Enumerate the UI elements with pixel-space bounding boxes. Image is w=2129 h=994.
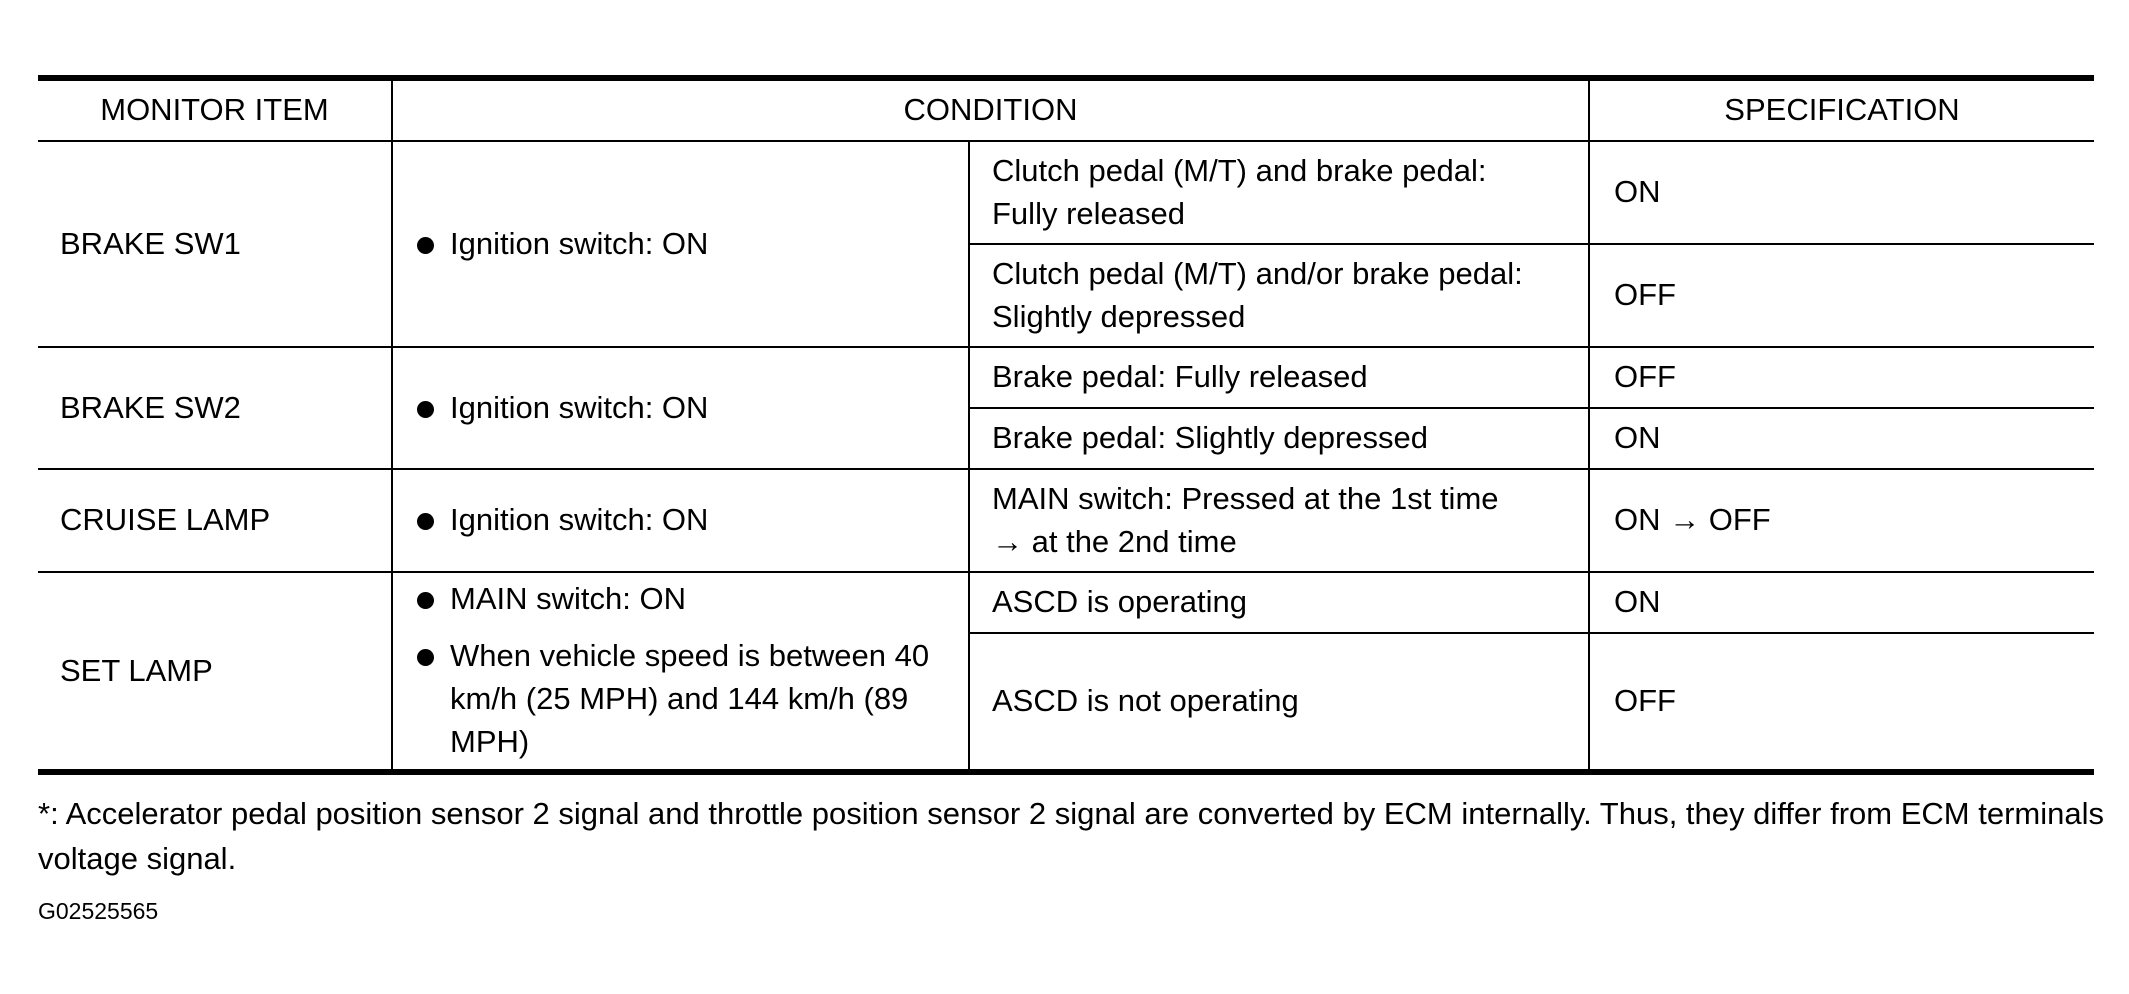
state-line: → at the 2nd time xyxy=(992,523,1237,559)
condition-cell xyxy=(392,469,969,572)
condition-item: Ignition switch: ON xyxy=(415,499,946,542)
monitor-item-cell: CRUISE LAMP xyxy=(38,469,392,572)
condition-cell xyxy=(392,141,969,347)
condition-item: Ignition switch: ON xyxy=(415,387,946,430)
specification-cell: ON xyxy=(1589,141,2094,244)
state-line: Fully released xyxy=(992,195,1185,231)
table-row xyxy=(38,347,2094,408)
condition-item: MAIN switch: ON xyxy=(415,578,946,621)
state-cell xyxy=(969,347,1589,408)
specification-cell: ON xyxy=(1589,408,2094,469)
condition-list xyxy=(415,387,946,430)
bullet-icon xyxy=(417,237,434,254)
state-line: MAIN switch: Pressed at the 1st time xyxy=(992,480,1499,516)
specification-cell: OFF xyxy=(1589,347,2094,408)
state-line: ASCD is operating xyxy=(992,584,1248,620)
header-specification: SPECIFICATION xyxy=(1589,78,2094,141)
specification-cell: OFF xyxy=(1589,244,2094,347)
state-line: ASCD is not operating xyxy=(992,683,1299,719)
specification-cell: ON → OFF xyxy=(1589,469,2094,572)
monitor-item-cell: SET LAMP xyxy=(38,572,392,772)
table-row xyxy=(38,469,2094,572)
condition-cell xyxy=(392,572,969,772)
monitor-item-cell: BRAKE SW2 xyxy=(38,347,392,469)
condition-item: Ignition switch: ON xyxy=(415,223,946,266)
figure-id: G02525565 xyxy=(38,898,159,924)
state-line: Brake pedal: Slightly depressed xyxy=(992,420,1428,456)
table-row xyxy=(38,141,2094,244)
state-line: Brake pedal: Fully released xyxy=(992,359,1368,395)
specification-cell: ON xyxy=(1589,572,2094,633)
monitor-item-cell: BRAKE SW1 xyxy=(38,141,392,347)
state-cell xyxy=(969,141,1589,244)
state-line: Clutch pedal (M/T) and brake pedal: xyxy=(992,152,1487,188)
bullet-icon xyxy=(417,592,434,609)
state-line: Clutch pedal (M/T) and/or brake pedal: xyxy=(992,255,1523,291)
monitor-spec-table xyxy=(38,75,2094,775)
condition-cell xyxy=(392,347,969,469)
state-cell xyxy=(969,633,1589,772)
condition-list xyxy=(415,223,946,266)
table-row xyxy=(38,572,2094,633)
state-cell xyxy=(969,469,1589,572)
state-cell xyxy=(969,572,1589,633)
state-cell xyxy=(969,408,1589,469)
state-line: Slightly depressed xyxy=(992,298,1246,334)
header-monitor-item: MONITOR ITEM xyxy=(38,78,392,141)
condition-item: When vehicle speed is between 40 km/h (25 MPH) and 144 km/h (89 MPH) xyxy=(415,635,946,763)
header-condition: CONDITION xyxy=(392,78,1589,141)
footnote: *: Accelerator pedal position sensor 2 signal and throttle position sensor 2 signal are converted by ECM internally. Thus, they differ from ECM terminals voltage signal. xyxy=(38,796,2104,876)
condition-list xyxy=(415,499,946,542)
bullet-icon xyxy=(417,513,434,530)
condition-list xyxy=(415,578,946,763)
bullet-icon xyxy=(417,401,434,418)
header-row xyxy=(38,78,2094,141)
bullet-icon xyxy=(417,649,434,666)
state-cell xyxy=(969,244,1589,347)
specification-cell: OFF xyxy=(1589,633,2094,772)
